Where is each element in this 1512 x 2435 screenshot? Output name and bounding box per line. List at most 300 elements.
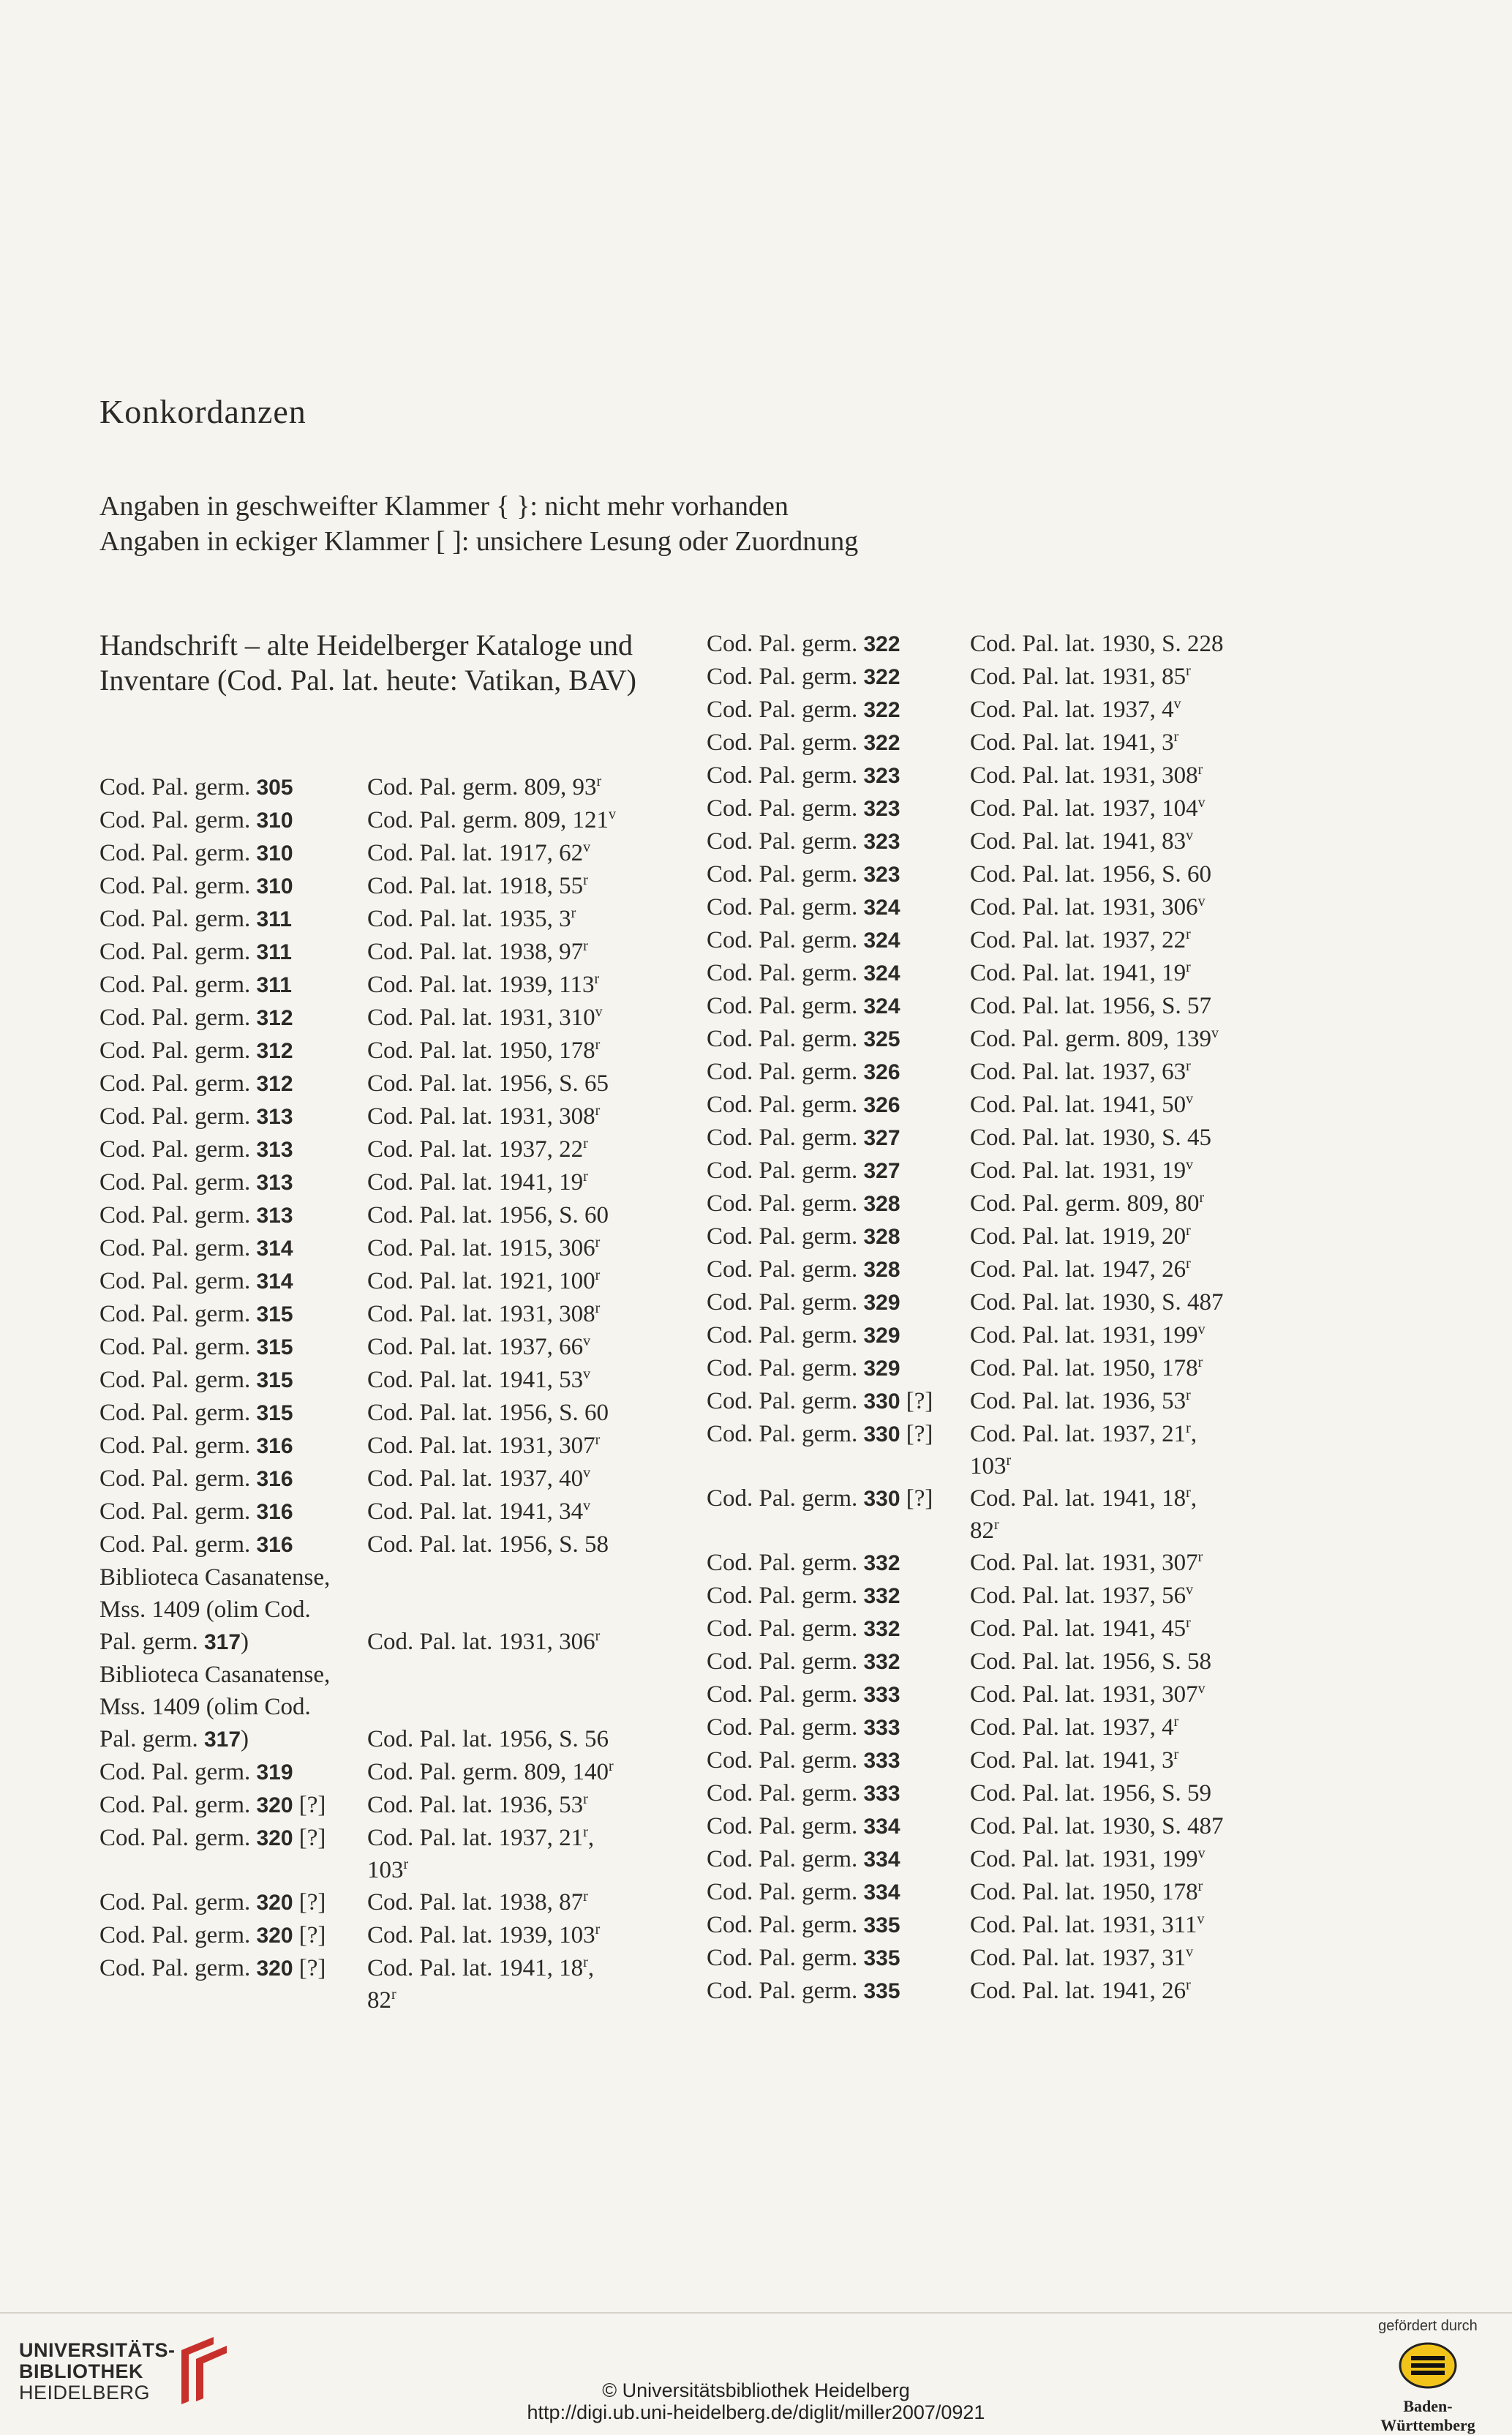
shelfmark-number: 315 [256, 1368, 293, 1392]
shelfmark-prefix: Cod. Pal. germ. [99, 1367, 257, 1393]
catalogue-reference [970, 1580, 1263, 1613]
catalogue-reference [970, 858, 1263, 891]
concordance-row [707, 792, 1263, 825]
folio-side: r [1197, 1354, 1203, 1370]
catalogue-reference [367, 903, 655, 936]
folio-side: v [1186, 1091, 1194, 1107]
shelfmark-number: 312 [256, 1006, 293, 1030]
shelfmark-number: 310 [256, 841, 293, 866]
concordance-row [99, 1919, 655, 1952]
catalogue-reference [970, 1188, 1263, 1220]
manuscript-shelfmark [707, 1810, 970, 1843]
shelfmark-prefix: Cod. Pal. germ. [707, 1388, 864, 1414]
catalogue-reference [970, 957, 1263, 990]
manuscript-shelfmark [707, 1089, 970, 1122]
shelfmark-prefix: Cod. Pal. germ. [707, 729, 864, 756]
catalogue-text: Cod. Pal. lat. 1938, 87 [367, 1889, 584, 1916]
catalogue-text: Cod. Pal. lat. 1931, 19 [970, 1158, 1186, 1184]
shelfmark-prefix: Cod. Pal. germ. [707, 828, 864, 855]
shelfmark-prefix: Cod. Pal. germ. [707, 664, 864, 690]
manuscript-shelfmark [707, 1711, 970, 1744]
catalogue-text: Cod. Pal. lat. 1937, 66 [367, 1334, 584, 1360]
manuscript-shelfmark [99, 1528, 367, 1561]
permalink[interactable]: http://digi.ub.uni-heidelberg.de/diglit/miller2007/0921 [527, 2401, 985, 2423]
concordance-row [707, 727, 1263, 759]
note-square-brackets: Angaben in eckiger Klammer [ ]: unsichere Lesung oder Zuordnung [99, 526, 859, 557]
catalogue-reference [970, 694, 1263, 727]
shelfmark-number: 322 [863, 731, 900, 755]
shelfmark-prefix: Cod. Pal. germ. [707, 1322, 864, 1348]
manuscript-shelfmark [99, 1232, 367, 1265]
catalogue-reference [367, 1789, 655, 1822]
catalogue-text: Cod. Pal. lat. 1938, 97 [367, 939, 584, 965]
shelfmark-number: 320 [256, 1891, 293, 1915]
concordance-row [707, 1220, 1263, 1253]
sponsor-block [1366, 2318, 1490, 2435]
concordance-row [707, 891, 1263, 924]
catalogue-text: Cod. Pal. lat. 1937, 4 [970, 1714, 1174, 1741]
shelfmark-number: 330 [863, 1422, 900, 1447]
shelfmark-prefix: Cod. Pal. germ. [707, 960, 864, 986]
shelfmark-number: 311 [256, 907, 292, 931]
shelfmark-suffix: [?] [293, 1792, 326, 1818]
concordance-row [99, 1232, 655, 1265]
shelfmark-number: 311 [256, 973, 292, 997]
shelfmark-number: 333 [863, 1749, 900, 1773]
shelfmark-prefix: Cod. Pal. germ. [99, 840, 257, 866]
shelfmark-prefix: Cod. Pal. germ. [707, 1714, 864, 1741]
catalogue-reference [367, 969, 655, 1002]
shelfmark-number: 322 [863, 632, 900, 656]
catalogue-reference [367, 1199, 655, 1232]
catalogue-reference [970, 792, 1263, 825]
legend-notes [99, 489, 858, 559]
manuscript-shelfmark [99, 1199, 367, 1232]
concordance-row [99, 837, 655, 870]
catalogue-text: Cod. Pal. lat. 1941, 34 [367, 1498, 584, 1525]
manuscript-shelfmark [707, 1646, 970, 1678]
shelfmark-prefix: Cod. Pal. germ. [99, 939, 257, 965]
catalogue-reference [970, 1777, 1263, 1810]
shelfmark-prefix: Cod. Pal. germ. [707, 1223, 864, 1250]
catalogue-reference [367, 1035, 655, 1068]
folio-side: r [1186, 1420, 1191, 1436]
library-name-line1: UNIVERSITÄTS- [19, 2339, 176, 2361]
folio-side: v [583, 1366, 591, 1382]
manuscript-shelfmark [707, 1155, 970, 1188]
shelfmark-number: 313 [256, 1171, 293, 1195]
concordance-row [99, 1133, 655, 1166]
manuscript-shelfmark [99, 1496, 367, 1528]
manuscript-shelfmark [99, 1756, 367, 1789]
shelfmark-suffix: [?] [900, 1388, 933, 1414]
shelfmark-prefix: Cod. Pal. germ. [707, 1681, 864, 1708]
concordance-row [707, 661, 1263, 694]
shelfmark-prefix: Cod. Pal. germ. [707, 1190, 864, 1217]
folio-side: r [583, 1888, 588, 1905]
shelfmark-number: 332 [863, 1584, 900, 1608]
catalogue-text: Cod. Pal. lat. 1941, 19 [970, 960, 1186, 986]
shelfmark-prefix: Cod. Pal. germ. [707, 1616, 864, 1642]
shelfmark-number: 313 [256, 1105, 293, 1129]
shelfmark-prefix: Cod. Pal. germ. [99, 1922, 257, 1948]
shelfmark-prefix: Cod. Pal. germ. [707, 1355, 864, 1381]
concordance-row [707, 1777, 1263, 1810]
folio-side: v [583, 1465, 591, 1481]
concordance-row [99, 1496, 655, 1528]
folio-side: v [1211, 1025, 1219, 1041]
catalogue-text: Cod. Pal. lat. 1931, 311 [970, 1912, 1197, 1938]
concordance-row [99, 1397, 655, 1430]
concordance-row [99, 1528, 655, 1561]
folio-side: r [1186, 1485, 1191, 1501]
manuscript-shelfmark [99, 1331, 367, 1364]
catalogue-text: Cod. Pal. lat. 1931, 199 [970, 1846, 1198, 1872]
shelfmark-prefix: Cod. Pal. germ. [99, 1070, 257, 1097]
shelfmark-number: 323 [863, 863, 900, 887]
manuscript-shelfmark [99, 1430, 367, 1463]
manuscript-shelfmark [707, 990, 970, 1023]
folio-side: r [403, 1856, 409, 1872]
catalogue-reference [970, 891, 1263, 924]
manuscript-shelfmark [707, 1418, 970, 1482]
concordance-row [707, 1418, 1263, 1482]
shelfmark-number: 334 [863, 1815, 900, 1839]
catalogue-reference [367, 804, 655, 837]
shelfmark-prefix: Cod. Pal. germ. [707, 1912, 864, 1938]
manuscript-shelfmark [99, 1822, 367, 1886]
catalogue-text: Cod. Pal. lat. 1930, S. 228 [970, 631, 1224, 657]
shelfmark-prefix: Pal. germ. [99, 1629, 204, 1655]
shelfmark-number: 326 [863, 1060, 900, 1084]
shelfmark-prefix: Cod. Pal. germ. [707, 1780, 864, 1806]
folio-side: r [1186, 663, 1191, 679]
catalogue-reference [367, 1002, 655, 1035]
catalogue-text: Cod. Pal. lat. 1956, S. 60 [367, 1202, 609, 1228]
concordance-row [707, 1319, 1263, 1352]
concordance-row [99, 1298, 655, 1331]
catalogue-text: Cod. Pal. lat. 1921, 100 [367, 1268, 595, 1294]
manuscript-shelfmark [99, 1002, 367, 1035]
shelfmark-prefix: Cod. Pal. germ. [99, 1466, 257, 1492]
catalogue-reference [970, 924, 1263, 957]
folio-side: v [583, 1498, 591, 1514]
shelfmark-number: 310 [256, 808, 293, 833]
concordance-row [707, 924, 1263, 957]
shelfmark-number: 312 [256, 1039, 293, 1063]
shelfmark-suffix: [?] [900, 1421, 933, 1447]
shelfmark-prefix: Cod. Pal. germ. [99, 1136, 257, 1163]
concordance-row [99, 1789, 655, 1822]
shelfmark-prefix: Cod. Pal. germ. [707, 861, 864, 888]
catalogue-continuation: 82 [970, 1517, 994, 1544]
catalogue-reference [367, 1822, 655, 1886]
sponsor-name: Baden-Württemberg [1380, 2397, 1475, 2434]
catalogue-separator: , [587, 1825, 595, 1851]
catalogue-reference [970, 661, 1263, 694]
manuscript-shelfmark [99, 1133, 367, 1166]
column-heading: Handschrift – alte Heidelberger Kataloge und Inventare (Cod. Pal. lat. heute: Vatikan, BAV) [99, 629, 636, 697]
shelfmark-prefix: Cod. Pal. germ. [707, 1059, 864, 1085]
folio-side: r [1186, 1223, 1191, 1239]
folio-side: r [1186, 1387, 1191, 1403]
catalogue-reference [970, 1056, 1263, 1089]
catalogue-reference [970, 1942, 1263, 1975]
folio-side: r [595, 1103, 601, 1119]
catalogue-text: Cod. Pal. lat. 1937, 56 [970, 1583, 1186, 1609]
concordance-row [99, 1002, 655, 1035]
shelfmark-prefix: Cod. Pal. germ. [99, 1301, 257, 1327]
manuscript-shelfmark [707, 1352, 970, 1385]
shelfmark-suffix: ) [241, 1726, 249, 1752]
folio-side: v [1186, 828, 1194, 844]
folio-side: v [595, 1004, 603, 1020]
concordance-row [707, 825, 1263, 858]
catalogue-text: Cod. Pal. germ. 809, 139 [970, 1026, 1211, 1052]
catalogue-reference [970, 1253, 1263, 1286]
manuscript-shelfmark [707, 1023, 970, 1056]
catalogue-text: Cod. Pal. lat. 1937, 4 [970, 697, 1174, 723]
manuscript-shelfmark [707, 1744, 970, 1777]
shelfmark-prefix: Cod. Pal. germ. [99, 1889, 257, 1916]
shelfmark-number: 310 [256, 874, 293, 898]
shelfmark-prefix: Cod. Pal. germ. [99, 906, 257, 932]
concordance-row [99, 870, 655, 903]
catalogue-text: Cod. Pal. lat. 1941, 3 [970, 1747, 1174, 1774]
manuscript-shelfmark [99, 1561, 367, 1659]
catalogue-reference [970, 1352, 1263, 1385]
concordance-row [99, 1659, 655, 1756]
concordance-row [99, 1430, 655, 1463]
concordance-row [707, 1547, 1263, 1580]
catalogue-reference [970, 1646, 1263, 1678]
catalogue-text: Cod. Pal. lat. 1937, 104 [970, 795, 1198, 822]
folio-side: r [1186, 926, 1191, 942]
folio-side: v [1186, 1944, 1194, 1960]
catalogue-text: Cod. Pal. lat. 1931, 306 [367, 1629, 595, 1655]
shelfmark-number: 335 [863, 1913, 900, 1937]
shelfmark-number: 323 [863, 830, 900, 854]
catalogue-reference [970, 1678, 1263, 1711]
folio-side: v [1197, 795, 1206, 811]
catalogue-text: Cod. Pal. lat. 1956, S. 58 [367, 1531, 609, 1558]
manuscript-shelfmark [707, 1777, 970, 1810]
folio-side: r [583, 1824, 588, 1840]
catalogue-text: Cod. Pal. lat. 1939, 113 [367, 972, 595, 998]
catalogue-text: Cod. Pal. lat. 1937, 63 [970, 1059, 1186, 1085]
catalogue-reference [367, 870, 655, 903]
page-title: Konkordanzen [99, 393, 306, 430]
manuscript-shelfmark [707, 1122, 970, 1155]
catalogue-reference [367, 1659, 655, 1756]
catalogue-text: Cod. Pal. lat. 1918, 55 [367, 873, 584, 899]
concordance-row [99, 1331, 655, 1364]
catalogue-text: Cod. Pal. lat. 1950, 178 [970, 1879, 1198, 1905]
shelfmark-number: 323 [863, 797, 900, 821]
shelfmark-number: 328 [863, 1225, 900, 1249]
concordance-row [707, 1056, 1263, 1089]
catalogue-reference [970, 628, 1263, 661]
catalogue-text: Cod. Pal. lat. 1937, 21 [367, 1825, 584, 1851]
catalogue-text: Cod. Pal. lat. 1950, 178 [367, 1038, 595, 1064]
folio-side: r [595, 1628, 601, 1644]
shelfmark-line: Biblioteca Casanatense, [99, 1662, 331, 1688]
folio-side: r [1197, 1878, 1203, 1894]
folio-side: r [1173, 1714, 1179, 1730]
shelfmark-number: 324 [863, 896, 900, 920]
catalogue-reference [970, 1810, 1263, 1843]
shelfmark-number: 327 [863, 1159, 900, 1183]
catalogue-separator: , [1190, 1485, 1197, 1512]
manuscript-shelfmark [99, 1463, 367, 1496]
shelfmark-prefix: Cod. Pal. germ. [707, 631, 864, 657]
manuscript-shelfmark [707, 1678, 970, 1711]
shelfmark-suffix: [?] [293, 1922, 326, 1948]
catalogue-reference [367, 1561, 655, 1659]
concordance-row [99, 1463, 655, 1496]
catalogue-text: Cod. Pal. lat. 1917, 62 [367, 840, 584, 866]
concordance-row [99, 1265, 655, 1298]
catalogue-text: Cod. Pal. lat. 1939, 103 [367, 1922, 595, 1948]
shelfmark-number: 329 [863, 1357, 900, 1381]
concordance-row [707, 1810, 1263, 1843]
manuscript-shelfmark [99, 1298, 367, 1331]
manuscript-shelfmark [707, 1220, 970, 1253]
shelfmark-prefix: Cod. Pal. germ. [707, 1583, 864, 1609]
shelfmark-number: 320 [256, 1793, 293, 1817]
shelfmark-prefix: Cod. Pal. germ. [707, 1813, 864, 1839]
catalogue-text: Cod. Pal. lat. 1931, 307 [367, 1433, 595, 1459]
shelfmark-number: 316 [256, 1533, 293, 1557]
catalogue-reference [970, 1975, 1263, 2008]
manuscript-shelfmark [707, 1909, 970, 1942]
shelfmark-number: 328 [863, 1192, 900, 1216]
manuscript-shelfmark [707, 1286, 970, 1319]
concordance-row [99, 804, 655, 837]
shelfmark-prefix: Cod. Pal. germ. [707, 1747, 864, 1774]
shelfmark-prefix: Cod. Pal. germ. [707, 1092, 864, 1118]
shelfmark-number: 312 [256, 1072, 293, 1096]
shelfmark-number: 334 [863, 1880, 900, 1905]
concordance-row [707, 1744, 1263, 1777]
manuscript-shelfmark [707, 1385, 970, 1418]
shelfmark-number: 313 [256, 1138, 293, 1162]
catalogue-reference [367, 771, 655, 804]
shelfmark-prefix: Cod. Pal. germ. [707, 1289, 864, 1316]
folio-side: v [1173, 696, 1181, 712]
catalogue-reference [970, 1319, 1263, 1352]
manuscript-shelfmark [707, 628, 970, 661]
concordance-row [99, 969, 655, 1002]
manuscript-shelfmark [99, 1919, 367, 1952]
catalogue-text: Cod. Pal. lat. 1956, S. 56 [367, 1726, 609, 1752]
concordance-row [99, 1035, 655, 1068]
concordance-row [99, 1952, 655, 2016]
shelfmark-prefix: Cod. Pal. germ. [99, 1334, 257, 1360]
catalogue-reference [367, 1331, 655, 1364]
manuscript-shelfmark [99, 969, 367, 1002]
concordance-row [707, 1352, 1263, 1385]
manuscript-shelfmark [99, 1952, 367, 2016]
catalogue-reference [367, 1133, 655, 1166]
shelfmark-prefix: Cod. Pal. germ. [707, 1648, 864, 1675]
folio-side: r [1197, 1549, 1203, 1565]
catalogue-reference [367, 1364, 655, 1397]
folio-side: r [583, 872, 588, 888]
coat-of-arms-icon [1395, 2339, 1461, 2390]
concordance-row [707, 1482, 1263, 1547]
concordance-row [99, 1166, 655, 1199]
manuscript-shelfmark [99, 903, 367, 936]
shelfmark-number: 325 [863, 1027, 900, 1051]
shelfmark-suffix: [?] [293, 1825, 326, 1851]
shelfmark-number: 317 [203, 1727, 241, 1752]
catalogue-reference [970, 1385, 1263, 1418]
shelfmark-number: 323 [863, 764, 900, 788]
catalogue-reference [970, 1613, 1263, 1646]
manuscript-shelfmark [707, 891, 970, 924]
shelfmark-prefix: Cod. Pal. germ. [99, 1103, 257, 1130]
shelfmark-number: 316 [256, 1467, 293, 1491]
folio-side: r [1186, 1977, 1191, 1993]
shelfmark-number: 324 [863, 928, 900, 953]
catalogue-reference [970, 1843, 1263, 1876]
catalogue-text: Cod. Pal. lat. 1941, 19 [367, 1169, 584, 1196]
manuscript-shelfmark [707, 727, 970, 759]
sponsor-label: gefördert durch [1378, 2318, 1478, 2334]
catalogue-reference [970, 1286, 1263, 1319]
catalogue-text: Cod. Pal. lat. 1947, 26 [970, 1256, 1186, 1283]
library-name-line2: BIBLIOTHEK [19, 2360, 143, 2382]
shelfmark-prefix: Cod. Pal. germ. [99, 1202, 257, 1228]
shelfmark-suffix: [?] [293, 1955, 326, 1981]
manuscript-shelfmark [707, 1188, 970, 1220]
folio-side: r [595, 1432, 601, 1448]
catalogue-text: Cod. Pal. lat. 1956, S. 65 [367, 1070, 609, 1097]
catalogue-reference [367, 1886, 655, 1919]
folio-side: r [595, 1234, 601, 1250]
folio-side: v [1197, 1321, 1206, 1337]
catalogue-text: Cod. Pal. lat. 1941, 26 [970, 1978, 1186, 2004]
folio-side: v [1197, 1911, 1205, 1927]
folio-side: r [595, 1267, 601, 1283]
catalogue-text: Cod. Pal. germ. 809, 80 [970, 1190, 1200, 1217]
shelfmark-prefix: Cod. Pal. germ. [707, 1421, 864, 1447]
catalogue-text: Cod. Pal. lat. 1937, 31 [970, 1945, 1186, 1971]
shelfmark-number: 332 [863, 1617, 900, 1641]
shelfmark-line: Mss. 1409 (olim Cod. [99, 1694, 311, 1720]
catalogue-reference [970, 1876, 1263, 1909]
catalogue-reference [367, 1528, 655, 1561]
catalogue-reference [367, 1068, 655, 1100]
footer-divider [0, 2312, 1512, 2314]
manuscript-shelfmark [707, 661, 970, 694]
catalogue-text: Cod. Pal. lat. 1941, 3 [970, 729, 1174, 756]
manuscript-shelfmark [99, 837, 367, 870]
catalogue-separator: , [587, 1955, 595, 1981]
shelfmark-number: 330 [863, 1487, 900, 1511]
catalogue-text: Cod. Pal. lat. 1936, 53 [367, 1792, 584, 1818]
folio-side: r [1173, 1746, 1179, 1763]
concordance-row [707, 1385, 1263, 1418]
concordance-row [707, 1253, 1263, 1286]
shelfmark-prefix: Cod. Pal. germ. [99, 1759, 257, 1785]
manuscript-shelfmark [99, 1364, 367, 1397]
manuscript-shelfmark [99, 1068, 367, 1100]
manuscript-shelfmark [707, 858, 970, 891]
shelfmark-prefix: Cod. Pal. germ. [707, 1945, 864, 1971]
shelfmark-number: 324 [863, 961, 900, 986]
